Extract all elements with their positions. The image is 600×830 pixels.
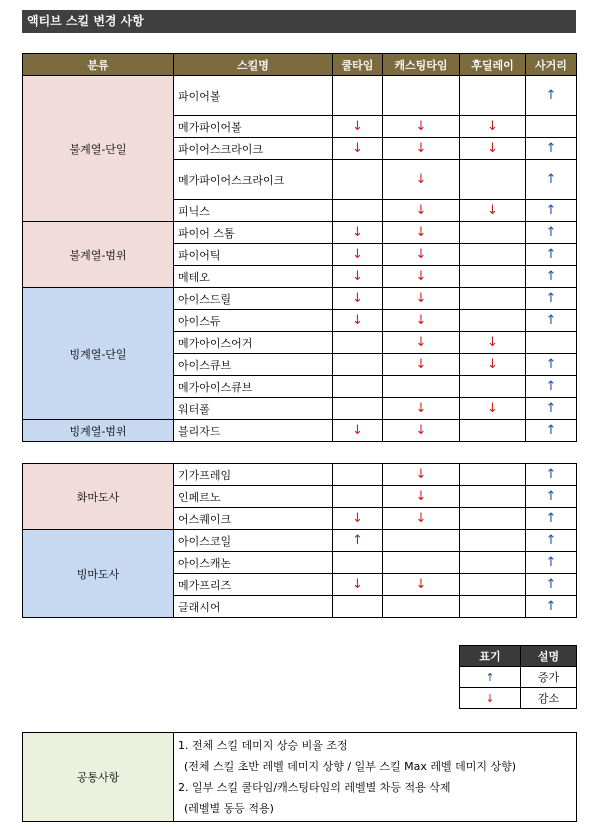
delay-change [460,310,526,332]
cast-change [383,332,460,354]
category-cell: 빙계열-단일 [23,288,174,420]
header-cast: 캐스팅타임 [383,54,460,76]
category-cell: 불계열-단일 [23,76,174,222]
down-arrow-icon: ↓ [352,119,363,134]
cast-change [383,160,460,200]
common-note-4: (레벨별 동등 적용) [184,802,274,815]
down-arrow-icon: ↓ [415,511,427,526]
cooldown-change [333,530,383,552]
skill-name: 메가아이스어거 [174,332,333,354]
category-cell: 불계열-범위 [23,222,174,288]
down-arrow-icon: ↓ [415,269,427,284]
cast-change [383,552,460,574]
down-arrow-icon: ↓ [415,467,427,482]
table-spacer [23,442,577,464]
cooldown-change [333,508,383,530]
cooldown-change [333,222,383,244]
down-arrow-icon: ↓ [415,172,427,187]
cooldown-change [333,596,383,618]
up-arrow-icon: ↑ [545,577,557,592]
down-arrow-icon: ↓ [352,141,363,156]
skill-name: 글래시어 [174,596,333,618]
delay-change [460,486,526,508]
skill-name: 피닉스 [174,200,333,222]
cooldown-change [333,160,383,200]
table-row [23,288,577,310]
cast-change [383,76,460,116]
cast-change [383,288,460,310]
up-arrow-icon: ↑ [545,599,557,614]
down-arrow-icon: ↓ [415,141,427,156]
common-notes [174,733,577,822]
delay-change [460,354,526,376]
cast-change [383,486,460,508]
range-change [526,266,577,288]
down-arrow-icon: ↓ [487,203,498,218]
up-arrow-icon: ↑ [545,291,557,306]
table-row [23,420,577,442]
down-arrow-icon: ↓ [487,335,498,350]
range-change [526,200,577,222]
up-arrow-icon: ↑ [545,511,557,526]
delay-change [460,530,526,552]
range-change [526,116,577,138]
up-arrow-icon: ↑ [545,555,557,570]
down-arrow-icon: ↓ [352,577,363,592]
header-category: 분류 [23,54,174,76]
up-arrow-icon: ↑ [545,313,557,328]
legend-header-mark: 표기 [460,646,521,667]
delay-change [460,244,526,266]
skill-name: 파이어스크라이크 [174,138,333,160]
cooldown-change [333,244,383,266]
delay-change [460,200,526,222]
skill-name: 파이어틱 [174,244,333,266]
delay-change [460,420,526,442]
cooldown-change [333,116,383,138]
range-change [526,530,577,552]
down-arrow-icon: ↓ [352,247,363,262]
skill-name: 파이어 스톰 [174,222,333,244]
down-arrow-icon: ↓ [487,141,498,156]
up-arrow-icon: ↑ [545,401,557,416]
range-change [526,310,577,332]
cooldown-change [333,76,383,116]
cooldown-change [333,310,383,332]
cooldown-change [333,420,383,442]
range-change [526,552,577,574]
down-arrow-icon: ↓ [487,119,498,134]
delay-change [460,332,526,354]
range-change [526,486,577,508]
delay-change [460,596,526,618]
table-row [23,76,577,116]
skill-name: 메테오 [174,266,333,288]
cooldown-change [333,288,383,310]
skill-name: 메가파이어스크라이크 [174,160,333,200]
delay-change [460,552,526,574]
up-arrow-icon: ↑ [545,141,557,156]
skill-name: 메가아이스큐브 [174,376,333,398]
skill-name: 워터폴 [174,398,333,420]
cast-change [383,420,460,442]
delay-change [460,138,526,160]
down-arrow-icon: ↓ [487,357,498,372]
down-arrow-icon: ↓ [415,225,427,240]
down-arrow-icon: ↓ [352,269,363,284]
down-arrow-icon: ↓ [415,357,427,372]
cooldown-change [333,486,383,508]
skill-name: 아이스듀 [174,310,333,332]
up-arrow-icon: ↑ [545,225,557,240]
range-change [526,398,577,420]
range-change [526,244,577,266]
common-note-3: 2. 일부 스킬 쿨타임/캐스팅타임의 레벨별 차등 적용 삭제 [178,781,451,794]
up-arrow-icon: ↑ [545,172,557,187]
cooldown-change [333,376,383,398]
range-change [526,138,577,160]
category-cell: 빙마도사 [23,530,174,618]
skill-name: 어스퀘이크 [174,508,333,530]
up-arrow-icon: ↑ [545,467,557,482]
common-notes-table [22,732,577,822]
down-arrow-icon: ↓ [352,225,363,240]
common-title: 공통사항 [23,733,174,822]
skill-name: 블리자드 [174,420,333,442]
skill-name: 메가프리즈 [174,574,333,596]
category-cell: 화마도사 [23,464,174,530]
range-change [526,508,577,530]
cast-change [383,200,460,222]
delay-change [460,116,526,138]
cast-change [383,222,460,244]
up-arrow-icon: ↑ [545,533,557,548]
up-arrow-icon: ↑ [545,357,557,372]
down-arrow-icon: ↓ [352,511,363,526]
table-row [23,222,577,244]
cooldown-change [333,574,383,596]
cast-change [383,354,460,376]
up-arrow-icon: ↑ [545,489,557,504]
common-note-1: 1. 전체 스킬 데미지 상승 비율 조정 [178,739,348,752]
cooldown-change [333,398,383,420]
range-change [526,160,577,200]
cooldown-change [333,200,383,222]
down-arrow-icon: ↓ [415,423,427,438]
cooldown-change [333,138,383,160]
delay-change [460,376,526,398]
skill-name: 기가프레임 [174,464,333,486]
skill-name: 아이스코일 [174,530,333,552]
range-change [526,76,577,116]
cooldown-change [333,552,383,574]
down-arrow-icon: ↓ [415,577,427,592]
skill-name: 파이어볼 [174,76,333,116]
cast-change [383,574,460,596]
legend-up-label: 증가 [521,667,577,688]
up-arrow-icon: ↑ [460,667,521,688]
down-arrow-icon: ↓ [415,489,427,504]
down-arrow-icon: ↓ [415,203,427,218]
down-arrow-icon: ↓ [352,423,363,438]
cast-change [383,508,460,530]
skill-name: 메가파이어볼 [174,116,333,138]
cast-change [383,596,460,618]
range-change [526,376,577,398]
cooldown-change [333,464,383,486]
up-arrow-icon: ↑ [545,269,557,284]
up-arrow-icon: ↑ [545,423,557,438]
delay-change [460,160,526,200]
range-change [526,464,577,486]
down-arrow-icon: ↓ [352,291,363,306]
table-row [23,530,577,552]
down-arrow-icon: ↓ [415,247,427,262]
range-change [526,288,577,310]
delay-change [460,288,526,310]
down-arrow-icon: ↓ [352,313,363,328]
header-cooldown: 쿨타임 [333,54,383,76]
range-change [526,222,577,244]
page-title: 액티브 스킬 변경 사항 [22,10,576,33]
down-arrow-icon: ↓ [487,401,498,416]
cast-change [383,138,460,160]
skill-name: 아이스큐브 [174,354,333,376]
range-change [526,332,577,354]
down-arrow-icon: ↓ [415,401,427,416]
cooldown-change [333,332,383,354]
up-arrow-icon: ↑ [545,203,557,218]
delay-change [460,508,526,530]
common-note-2: (전체 스킬 초반 레벨 데미지 상향 / 일부 스킬 Max 레벨 데미지 상향) [184,760,517,773]
cast-change [383,310,460,332]
header-skill: 스킬명 [174,54,333,76]
delay-change [460,266,526,288]
range-change [526,420,577,442]
legend-header-desc: 설명 [521,646,577,667]
table-header-row [23,54,577,76]
cast-change [383,464,460,486]
cooldown-change [333,354,383,376]
skill-name: 아이스드릴 [174,288,333,310]
table-spacer-cell [23,442,577,464]
skill-name: 아이스캐논 [174,552,333,574]
range-change [526,574,577,596]
legend-down-label: 감소 [521,688,577,709]
cast-change [383,244,460,266]
delay-change [460,464,526,486]
cast-change [383,376,460,398]
header-range: 사거리 [526,54,577,76]
down-arrow-icon: ↓ [415,119,427,134]
up-arrow-icon: ↑ [545,247,557,262]
skill-name: 인페르노 [174,486,333,508]
delay-change [460,398,526,420]
cast-change [383,116,460,138]
cast-change [383,530,460,552]
up-arrow-icon: ↑ [545,379,557,394]
down-arrow-icon: ↓ [415,291,427,306]
down-arrow-icon: ↓ [460,688,521,709]
cast-change [383,398,460,420]
category-cell: 빙계열-범위 [23,420,174,442]
delay-change [460,222,526,244]
table-row [23,464,577,486]
down-arrow-icon: ↓ [415,313,427,328]
range-change [526,596,577,618]
skill-change-table [22,53,577,618]
cooldown-change [333,266,383,288]
range-change [526,354,577,376]
down-arrow-icon: ↓ [415,335,427,350]
up-arrow-icon: ↑ [352,533,363,548]
legend-table [459,645,577,709]
delay-change [460,574,526,596]
header-delay: 후딜레이 [460,54,526,76]
up-arrow-icon: ↑ [545,88,557,103]
delay-change [460,76,526,116]
cast-change [383,266,460,288]
